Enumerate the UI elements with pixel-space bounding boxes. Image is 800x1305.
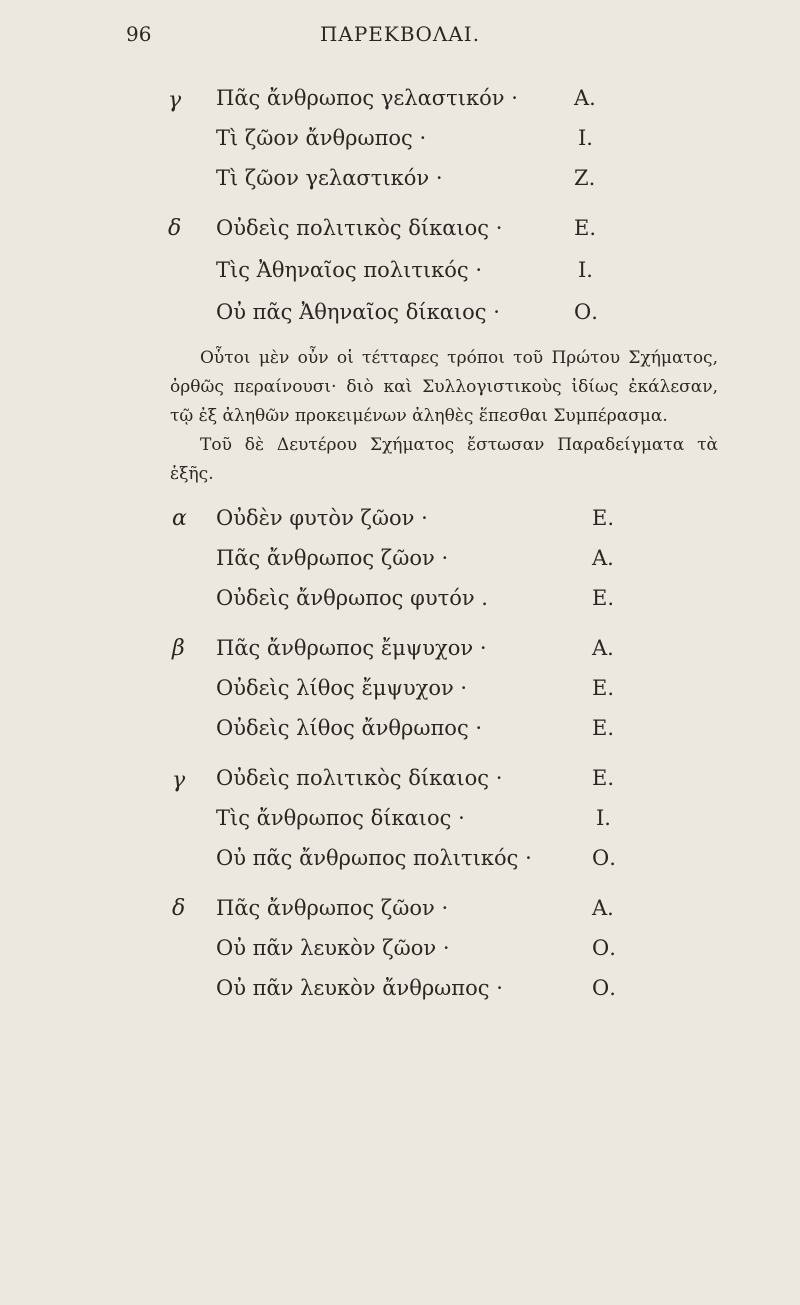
proposition-code: Α. <box>592 636 614 660</box>
premise-text: Οὐδεὶς ἄνθρωπος φυτόν . <box>216 586 488 610</box>
proposition-code: Ε. <box>592 506 615 530</box>
proposition-code: Ο. <box>592 846 616 870</box>
premise-text: Οὐ πᾶς ἄνθρωπος πολιτικός · <box>216 846 532 870</box>
premise-text: Οὐ πᾶς Ἀθηναῖος δίκαιος · <box>216 300 500 324</box>
proposition-code: Ι. <box>596 806 611 830</box>
premise-text: Πᾶς ἄνθρωπος γελαστικόν · <box>216 86 518 110</box>
syllogism-second-delta <box>0 892 800 1012</box>
proposition-code: Ο. <box>592 976 616 1000</box>
proposition-code: Α. <box>592 546 614 570</box>
premise-text: Τὶ ζῶον γελαστικόν · <box>216 166 443 190</box>
proposition-code: Ι. <box>578 258 593 282</box>
syllogism-letter: δ <box>168 216 182 241</box>
paragraph-text-1: Οὗτοι μὲν οὖν οἱ τέτταρες τρόποι τοῦ Πρώτου Σχήματος, ὀρθῶς περαίνουσι· διὸ καὶ Συλλογιστικοὺς ἰδίως ἐκάλεσαν, τῷ ἐξ ἀληθῶν προκειμένων ἀληθὲς ἕπεσθαι Συμπέρασμα. <box>170 348 718 426</box>
proposition-code: Ι. <box>578 126 593 150</box>
premise-text: Τὶς Ἀθηναῖος πολιτικός · <box>216 258 483 282</box>
proposition-code: Ε. <box>574 216 597 240</box>
proposition-code: Ο. <box>574 300 598 324</box>
page-number: 96 <box>126 22 152 46</box>
running-title: ΠΑΡΕΚΒΟΛΑΙ. <box>319 22 481 46</box>
premise-text: Οὐ πᾶν λευκὸν ἄνθρωπος · <box>216 976 503 1000</box>
syllogism-second-gamma <box>0 762 800 882</box>
premise-text: Τὶς ἄνθρωπος δίκαιος · <box>216 806 465 830</box>
premise-text: Τὶ ζῶον ἄνθρωπος · <box>216 126 427 150</box>
premise-text: Οὐ πᾶν λευκὸν ζῶον · <box>216 936 450 960</box>
proposition-code: Ε. <box>592 586 615 610</box>
body-paragraph <box>170 344 718 489</box>
syllogism-second-beta <box>0 632 800 752</box>
proposition-code: Ο. <box>592 936 616 960</box>
premise-text: Οὐδεὶς πολιτικὸς δίκαιος · <box>216 216 503 240</box>
proposition-code: Ζ. <box>574 166 596 190</box>
premise-text: Πᾶς ἄνθρωπος ζῶον · <box>216 896 449 920</box>
proposition-code: Ε. <box>592 676 615 700</box>
premise-text: Οὐδεὶς πολιτικὸς δίκαιος · <box>216 766 503 790</box>
syllogism-letter: γ <box>172 768 186 793</box>
syllogism-letter: γ <box>168 88 182 113</box>
syllogism-letter: β <box>172 636 185 661</box>
syllogism-second-alpha <box>0 502 800 622</box>
proposition-code: Α. <box>574 86 596 110</box>
syllogism-first-gamma <box>0 82 800 202</box>
premise-text: Οὐδὲν φυτὸν ζῶον · <box>216 506 428 530</box>
premise-text: Οὐδεὶς λίθος ἄνθρωπος · <box>216 716 483 740</box>
premise-text: Οὐδεὶς λίθος ἔμψυχον · <box>216 676 468 700</box>
premise-text: Πᾶς ἄνθρωπος ζῶον · <box>216 546 449 570</box>
page-header <box>0 22 800 52</box>
syllogism-first-delta <box>0 212 800 332</box>
premise-text: Πᾶς ἄνθρωπος ἔμψυχον · <box>216 636 487 660</box>
syllogism-letter: α <box>172 506 187 531</box>
paragraph-text-2: Τοῦ δὲ Δευτέρου Σχήματος ἔστωσαν Παραδείγματα τὰ ἑξῆς. <box>170 435 718 484</box>
proposition-code: Α. <box>592 896 614 920</box>
proposition-code: Ε. <box>592 766 615 790</box>
syllogism-letter: δ <box>172 896 186 921</box>
proposition-code: Ε. <box>592 716 615 740</box>
